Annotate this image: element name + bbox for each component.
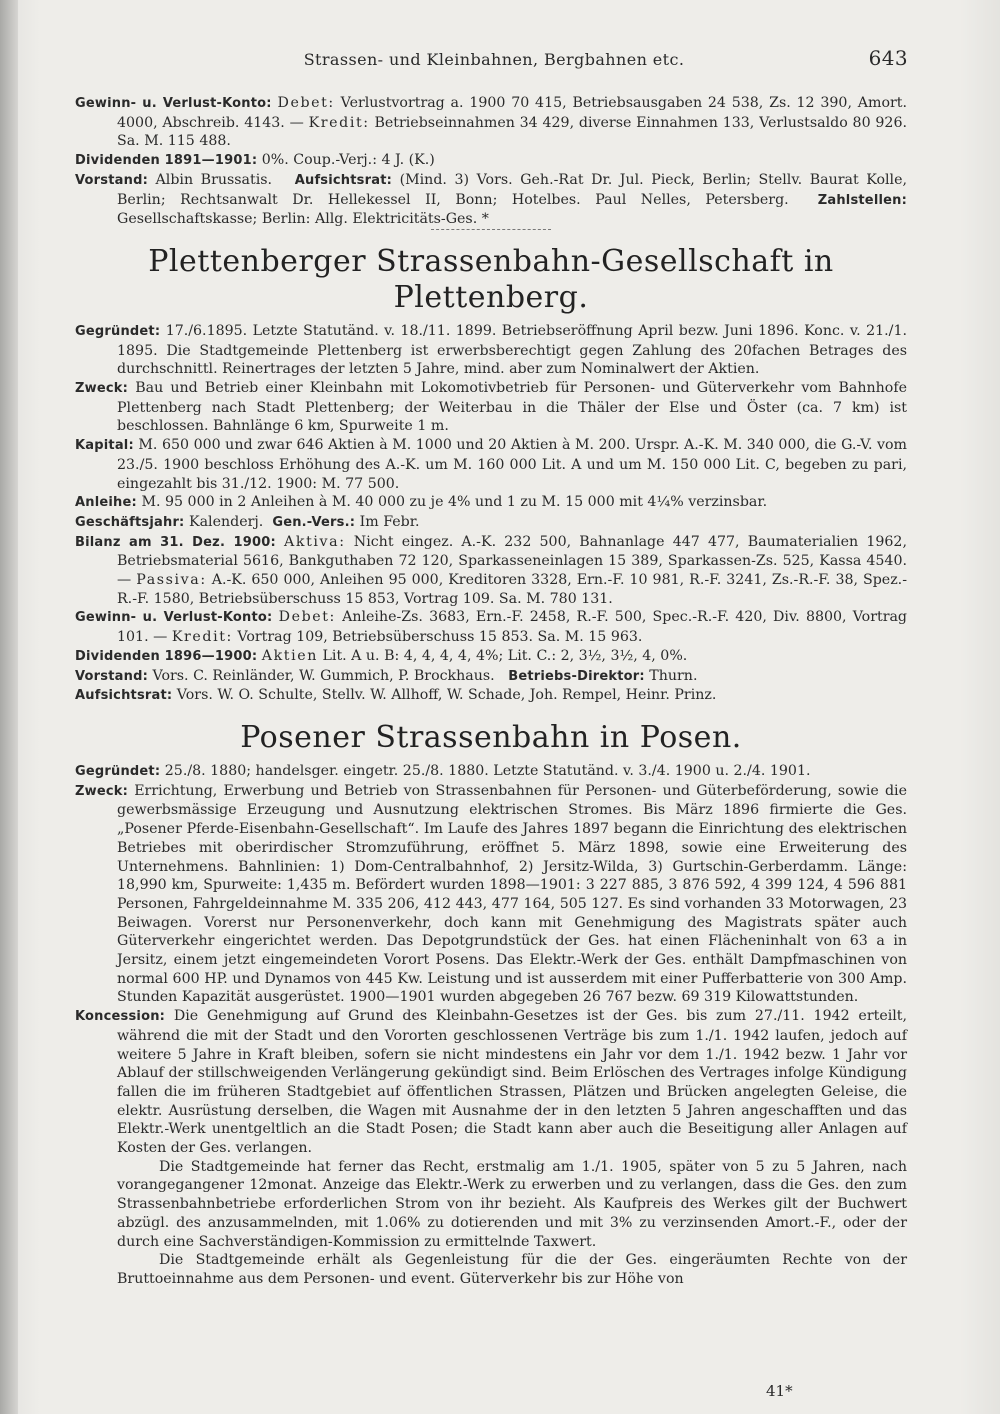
entry-text: Im Febr. xyxy=(359,513,420,530)
page-body xyxy=(75,94,907,1289)
zweck-entry xyxy=(75,379,907,436)
kredit-label: Kredit: xyxy=(308,114,370,131)
company-title-posen: Posener Strassenbahn in Posen. xyxy=(240,719,742,755)
entry-label: Geschäftsjahr: xyxy=(75,514,185,530)
geschaeftsjahr-entry xyxy=(75,513,907,533)
passiva-text: A.-K. 650 000, Anleihen 95 000, Kreditoren 3328, Ern.-F. 10 981, R.-F. 3241, Zs.-R.-F. 38, Spez.-R.-F. 1580, Betriebsüberschuss 15 853, Vortrag 109. Sa. M. 780 131. xyxy=(117,572,907,607)
entry-text: (Mind. 3) Vors. Geh.-Rat Dr. Jul. Pieck, Berlin; Stellv. Baurat Kolle, Berlin; Rechtsanwalt Dr. Hellekessel II, Bonn; Hotelbes. Paul Nelles, Petersberg. xyxy=(117,171,907,208)
entry-text: Gesellschaftskasse; Berlin: Allg. Elektricitäts-Ges. * xyxy=(117,211,489,228)
entry-text: Albin Brussatis. xyxy=(155,171,273,188)
entry-text: M. 650 000 und zwar 646 Aktien à M. 1000 und 20 Aktien à M. 200. Urspr. A.-K. M. 340 000, die G.-V. vom 23./5. 1900 beschloss Erhöhung des A.-K. um M. 160 000 Lit. A und um M. 150 000 Lit. C, begeben zu pari, eingezahlt bis 31./12. 1900: M. 77 500. xyxy=(117,437,907,492)
entry-label: Zweck: xyxy=(75,381,129,397)
entry-label: Anleihe: xyxy=(75,495,137,511)
passiva-label: Passiva: xyxy=(136,572,207,589)
kredit-text: Betriebseinnahmen 34 429, diverse Einnahmen 133, Verlustsaldo 80 926. Sa. M. 115 488. xyxy=(117,114,907,150)
entry-text: Vors. W. O. Schulte, Stellv. W. Allhoff, W. Schade, Joh. Rempel, Heinr. Prinz. xyxy=(176,687,717,704)
entry-label: Dividenden 1891—1901: xyxy=(75,153,258,169)
entry-text: M. 95 000 in 2 Anleihen à M. 40 000 zu je 4% und 1 zu M. 15 000 mit 4¼% verzinsbar. xyxy=(141,494,768,511)
entry-label: Gen.-Vers.: xyxy=(272,514,356,530)
section-separator xyxy=(431,229,551,230)
entry-text: Thurn. xyxy=(649,667,698,684)
entry-label: Aufsichtsrat: xyxy=(294,172,393,188)
entry-label: Betriebs-Direktor: xyxy=(508,668,645,684)
aufsichtsrat-entry xyxy=(75,686,907,706)
gegruendet-entry xyxy=(75,322,907,379)
entry-text: 25./8. 1880; handelsger. eingetr. 25./8. 1880. Letzte Statutänd. v. 3./4. 1900 u. 2./4. 1901. xyxy=(164,762,811,779)
vorstand-entry xyxy=(75,667,907,687)
dividenden-entry xyxy=(75,647,907,667)
bilanz-entry xyxy=(75,533,907,609)
entry-label: Aufsichtsrat: xyxy=(75,688,173,704)
entry-label: Kapital: xyxy=(75,438,134,454)
entry-label: Gewinn- u. Verlust-Konto: xyxy=(75,96,272,111)
kredit-label: Kredit: xyxy=(171,629,233,646)
aktiva-text: Nicht eingez. A.-K. 232 500, Bahnanlage 447 477, Baumaterialien 1962, Betriebsmaterial 5616, Bankguthaben 72 120, Sparkasseneinlagen 15 389, Sparkassen-Zs. 525, Kassa 4540. — xyxy=(117,533,907,589)
signature-mark: 41* xyxy=(766,1382,793,1400)
entry-label: Zweck: xyxy=(75,783,129,799)
entry-label: Bilanz am 31. Dez. 1900: xyxy=(75,534,276,550)
entry-label: Gegründet: xyxy=(75,323,161,339)
entry-label: Vorstand: xyxy=(75,668,148,684)
entry-text: 0%. Coup.-Verj.: 4 J. (K.) xyxy=(261,152,435,169)
running-title: Strassen- und Kleinbahnen, Bergbahnen etc. xyxy=(303,50,685,69)
entry-label: Gegründet: xyxy=(75,763,161,779)
entry-label: Gewinn- u. Verlust-Konto: xyxy=(75,610,273,626)
debet-text: Verlustvortrag a. 1900 70 415, Betriebsausgaben 24 538, Zs. 12 390, Amort. 4000, Abschreib. 4143. — xyxy=(117,95,907,131)
debet-label: Debet: xyxy=(278,609,336,626)
entry-label: Koncession: xyxy=(75,1009,166,1025)
company-title-plettenberg: Plettenberger Strassenbahn-Gesellschaft in Plettenberg. xyxy=(148,243,834,315)
aktiva-label: Aktiva: xyxy=(284,533,346,550)
entry-text: 17./6.1895. Letzte Statutänd. v. 18./11. 1899. Betriebseröffnung April bezw. Juni 1896. Konc. v. 21./1. 1895. Die Stadtgemeinde Plettenberg ist erwerbsberechtigt gegen Zahlung des 20fachen Betrages des durchschnittl. Reinertrages der letzten 5 Jahre, mind. aber zum Nominalwert der Aktien. xyxy=(117,322,907,378)
entry-text: Kalenderj. xyxy=(188,513,264,530)
kapital-entry xyxy=(75,436,907,493)
page-header xyxy=(80,46,908,74)
koncession-entry xyxy=(75,1007,907,1158)
zweck-entry xyxy=(75,782,907,1007)
entry-text: Die Genehmigung auf Grund des Kleinbahn-Gesetzes ist der Ges. bis zum 27./11. 1942 erteilt, während die mit der Stadt und den Vororten geschlossenen Verträge bis zum 1./1. 1942 laufen, jedoch auf weitere 5 Jahre in Kraft bleiben, sofern sie nicht mindestens ein Jahr vor dem 1./1. 1942 bezw. 1 Jahr vor Ablauf der stillschweigenden Verlängerung gekündigt sind. Beim Erlöschen des Vertrages infolge Kündigung fallen die im früheren Stadtgebiet auf öffentlichen Strassen, Plätzen und Brücken angelegten Geleise, die elektr. Ausrüstung derselben, die Wagen mit Ausnahme der in den letzten 5 Jahren angeschafften und das Elektr.-Werk unentgeltlich an die Stadt Posen; die Stadt kann aber auch die Beseitigung aller Anlagen auf Kosten der Ges. verlangen. xyxy=(117,1008,907,1157)
debet-text: Anleihe-Zs. 3683, Ern.-F. 2458, R.-F. 500, Spec.-R.-F. 420, Div. 8800, Vortrag 101. — xyxy=(117,609,908,646)
anleihe-entry xyxy=(75,493,907,513)
debet-label: Debet: xyxy=(277,95,335,111)
koncession-paragraph-2: Die Stadtgemeinde hat ferner das Recht, erstmalig am 1./1. 1905, später von 5 zu 5 Jahren, nach vorangegangener 12monat. Anzeige das Elektr.-Werk zu erwerben und zu verlangen, dass die Ges. den zum Strassenbahnbetriebe erforderlichen Strom von ihr bezieht. Als Kaufpreis des Werkes gilt der Buchwert abzügl. des anzusammelnden, mit 1.06% zu dotierenden und mit 3% zu verzinsenden Amort.-F., oder der durch eine Sachverständigen-Kommission zu ermittelnde Taxwert. xyxy=(117,1158,907,1250)
entry-text: Bau und Betrieb einer Kleinbahn mit Lokomotivbetrieb für Personen- und Güterverkehr vom Bahnhofe Plettenberg nach Stadt Plettenberg; der Weiterbau in die Thäler der Else und Öster (ca. 7 km) ist beschlossen. Bahnlänge 6 km, Spurweite 1 m. xyxy=(117,380,907,435)
entry-text: Vors. C. Reinländer, W. Gummich, P. Brockhaus. xyxy=(152,667,495,684)
gegruendet-entry xyxy=(75,762,907,782)
dividenden-entry xyxy=(75,151,907,171)
entry-text: Lit. A u. B: 4, 4, 4, 4, 4%; Lit. C.: 2, 3½, 3½, 4, 0%. xyxy=(322,647,688,664)
entry-label: Vorstand: xyxy=(75,172,148,188)
aktien-label: Aktien xyxy=(261,647,318,664)
book-binding-shadow xyxy=(0,0,18,1414)
kredit-text: Vortrag 109, Betriebsüberschuss 15 853. Sa. M. 15 963. xyxy=(237,629,643,646)
gewinn-verlust-entry xyxy=(75,94,907,151)
koncession-paragraph-3: Die Stadtgemeinde erhält als Gegenleistung für die der Ges. eingeräumten Rechte von der Bruttoeinnahme aus dem Personen- und event. Güterverkehr bis zur Höhe von xyxy=(117,1252,907,1287)
vorstand-aufsichtsrat-entry xyxy=(75,171,907,229)
gewinn-verlust-entry xyxy=(75,608,907,646)
entry-label: Zahlstellen: xyxy=(817,192,907,208)
page-number: 643 xyxy=(868,46,908,70)
entry-text: Errichtung, Erwerbung und Betrieb von Strassenbahnen für Personen- und Güterbeförderung, sowie die gewerbsmässige Erzeugung und Ausnutzung elektrischen Stromes. Bis März 1896 firmierte die Ges. „Posener Pferde-Eisenbahn-Gesellschaft“. Im Laufe des Jahres 1897 begann die Einrichtung des elektrischen Betriebes mit oberirdischer Stromzuführung, eröffnet 5. März 1898, sowie eine Erweiterung des Unternehmens. Bahnlinien: 1) Dom-Centralbahnhof, 2) Jersitz-Wilda, 3) Gurtschin-Gerberdamm. Länge: 18,990 km, Spurweite: 1,435 m. Befördert wurden 1898—1901: 3 227 885, 3 876 592, 4 399 124, 4 596 881 Personen, Fahrgeldeinnahme M. 335 206, 412 443, 477 164, 505 127. Es sind vorhanden 33 Motorwagen, 23 Beiwagen. Vorerst nur Personenverkehr, doch kann mit Genehmigung des Magistrats später auch Güterverkehr eingerichtet werden. Das Depotgrundstück der Ges. hat einen Flächeninhalt von 63 a in Jersitz, einem jetzt eingemeindeten Vorort Posens. Das Elektr.-Werk der Ges. enthält Dampfmaschinen von normal 600 HP. und Dynamos von 445 Kw. Leistung und ist ausserdem mit einer Pufferbatterie von 300 Amp. Stunden Kapazität ausgerüstet. 1900—1901 wurden abgegeben 26 767 bezw. 69 319 Kilowattstunden. xyxy=(117,782,907,1006)
entry-label: Dividenden 1896—1900: xyxy=(75,648,258,664)
